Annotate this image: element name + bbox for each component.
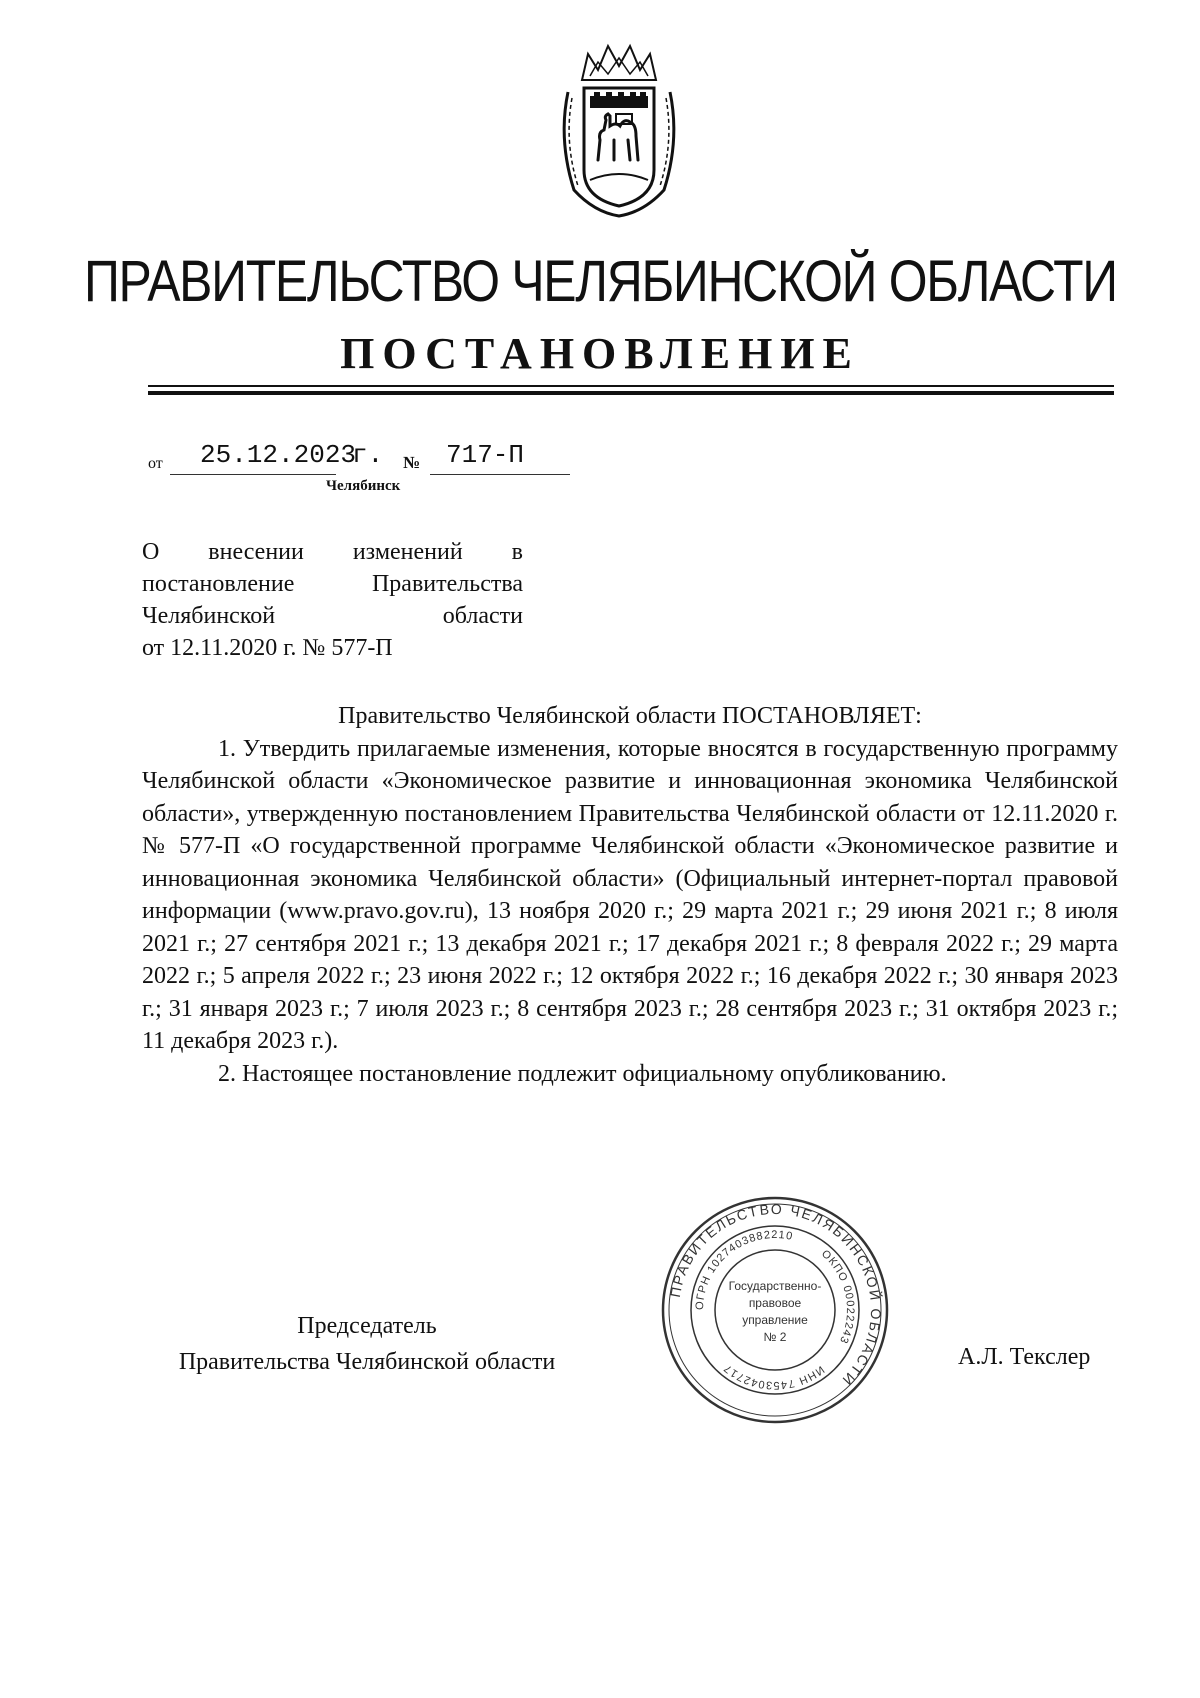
seal-center-line: № 2 <box>763 1330 787 1344</box>
document-body <box>142 700 1118 1090</box>
seal-center-line: управление <box>742 1313 808 1327</box>
seal-center-line: Государственно- <box>728 1279 822 1293</box>
seal-outer-text: ПРАВИТЕЛЬСТВО ЧЕЛЯБИНСКОЙ ОБЛАСТИ <box>666 1200 885 1390</box>
official-seal-stamp <box>655 1190 895 1430</box>
subject-line: постановление Правительства <box>142 571 523 597</box>
document-type-heading: ПОСТАНОВЛЕНИЕ <box>340 329 860 378</box>
seal-center-line: правовое <box>748 1296 802 1310</box>
signer-title <box>142 1308 592 1380</box>
signer-name: А.Л. Текслер <box>958 1344 1091 1370</box>
seal-ogrn-text: ОГРН 1027403882210 <box>693 1228 795 1311</box>
svg-text:ОКПО 00022243 <box>819 1248 856 1346</box>
coat-of-arms-emblem <box>554 40 684 220</box>
body-item-1: 1. Утвердить прилагаемые изменения, которые вносятся в государственную программу Челябинской области «Экономическое развитие и инновационная экономика Челябинской области», утвержденную постановлением Правительства Челябинской области от 12.11.2020 г. № 577-П «О государственной программе Челябинской области «Экономическое развитие и инновационная экономика Челябинской области» (Официальный интернет-портал правовой информации (www.pravo.gov.ru), 13 ноября 2020 г.; 29 марта 2021 г.; 29 июня 2021 г.; 8 июля 2021 г.; 27 сентября 2021 г.; 13 декабря 2021 г.; 17 декабря 2021 г.; 8 февраля 2022 г.; 29 марта 2022 г.; 5 апреля 2022 г.; 23 июня 2022 г.; 12 октября 2022 г.; 16 декабря 2022 г.; 30 января 2023 г.; 31 января 2023 г.; 7 июля 2023 г.; 8 сентября 2023 г.; 28 сентября 2023 г.; 31 октября 2023 г.; 11 декабря 2023 г.). <box>142 735 1118 1054</box>
date-underline <box>170 474 336 475</box>
header-rule-thin <box>148 385 1114 387</box>
organization-title: ПРАВИТЕЛЬСТВО ЧЕЛЯБИНСКОЙ ОБЛАСТИ <box>84 249 1117 314</box>
seal-inn-text: ИНН 7453042717 <box>721 1361 827 1392</box>
subject-line: О внесении изменений в <box>142 539 523 565</box>
date-prefix-label: от <box>148 455 163 472</box>
seal-okpo-text: ОКПО 00022243 <box>818 1247 857 1346</box>
document-number: 717-П <box>446 440 525 470</box>
number-underline <box>430 474 570 475</box>
document-subject <box>142 536 523 664</box>
signer-title-line: Правительства Челябинской области <box>178 1349 556 1375</box>
number-label: № <box>403 453 421 472</box>
header-rule-thick <box>148 391 1114 395</box>
city-label: Челябинск <box>326 478 401 494</box>
subject-line: от 12.11.2020 г. № 577-П <box>142 635 393 661</box>
document-date: 25.12.2023 <box>200 440 357 470</box>
signer-title-line: Председатель <box>297 1313 437 1339</box>
year-suffix: г. <box>352 440 384 470</box>
subject-line: Челябинской области <box>142 603 523 629</box>
body-item-2: 2. Настоящее постановление подлежит официальному опубликованию. <box>218 1060 947 1087</box>
preamble: Правительство Челябинской области ПОСТАНОВЛЯЕТ: <box>338 703 922 729</box>
